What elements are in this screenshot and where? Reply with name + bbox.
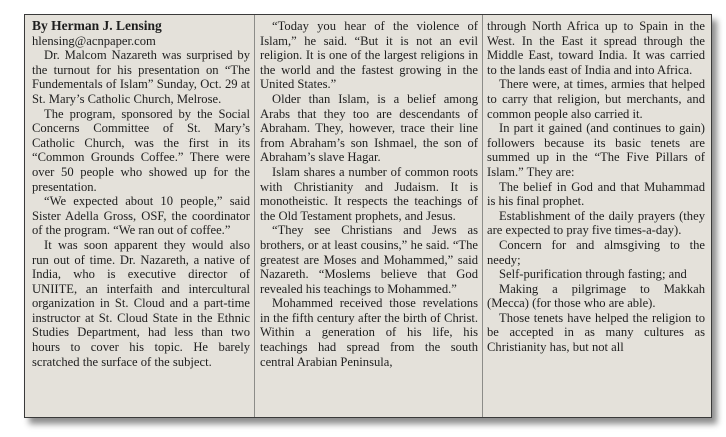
paragraph: The program, sponsored by the Social Concerns Committee of St. Mary’s Catholic Church, was the first in its “Common Grounds Coffee.” There were over 50 people who showed up for the presentation. (32, 106, 250, 194)
paragraph: Self-purification through fasting; and (499, 267, 687, 282)
paragraph: Mohammed received those revelations in the fifth century after the birth of Christ. Within a generation of his life, his teachings had spread from the south central Arabian Peninsula, (260, 296, 478, 369)
article-column-1 (32, 19, 250, 369)
paragraph: There were, at times, armies that helped to carry that religion, but merchants, and common people also carried it. (487, 77, 705, 121)
paragraph: “We expected about 10 people,” said Sister Adella Gross, OSF, the coordinator of the program. “We ran out of coffee.” (32, 194, 250, 238)
column-divider (254, 15, 255, 417)
paragraph: “They see Christians and Jews as brothers, or at least cousins,” he said. “The greatest are Moses and Mohammed,” said Nazareth. “Moslems believe that God revealed his teachings to Mohammed.” (260, 223, 478, 296)
paragraph: Islam shares a number of common roots with Christianity and Judaism. It is monotheistic. It respects the teachings of the Old Testament prophets, and Jesus. (260, 164, 478, 223)
paragraph: The belief in God and that Muhammad is his final prophet. (487, 179, 705, 209)
column-divider (482, 15, 483, 417)
article-column-2 (260, 19, 478, 369)
paragraph: Dr. Malcom Nazareth was surprised by the turnout for his presentation on “The Fundementals of Islam” Sunday, Oct. 29 at St. Mary’s Catholic Church, Melrose. (32, 48, 250, 106)
paragraph: It was soon apparent they would also run out of time. Dr. Nazareth, a native of India, who is executive director of UNIITE, an interfaith and intercultural organization in St. Cloud and a part-time instructor at St. Cloud State in the Ethnic Studies Department, had less than two hours to cover his topic. He barely scratched the surface of the subject. (32, 237, 250, 369)
author-email: hlensing@acnpaper.com (32, 33, 156, 48)
article-column-3 (487, 19, 705, 355)
paragraph: In part it gained (and continues to gain) followers because its basic tenets are summed up in the “The Five Pillars of Islam.” They are: (487, 121, 705, 179)
paragraph: “Today you hear of the violence of Islam,” he said. “But it is not an evil religion. It is one of the largest religions in the world and the fastest growing in the United States.” (260, 19, 478, 92)
paragraph: Concern for and almsgiving to the needy; (487, 237, 705, 267)
byline: By Herman J. Lensing (32, 18, 162, 33)
paragraph: Older than Islam, is a belief among Arabs that they too are descendants of Abraham. They, however, trace their line from Abraham’s son Ishmael, the son of Abraham’s slave Hagar. (260, 91, 478, 165)
paragraph-continued: through North Africa up to Spain in the West. In the East it spread through the Middle East, toward India. It was carried to the lands east of India and into Africa. (487, 19, 705, 77)
paragraph: Making a pilgrimage to Makkah (Mecca) (for those who are able). (487, 281, 705, 311)
paragraph: Those tenets have helped the religion to be accepted in as many cultures as Christianity has, but not all (487, 310, 705, 355)
newspaper-clipping (24, 14, 712, 418)
paragraph: Establishment of the daily prayers (they are expected to pray five times-a-day). (487, 208, 705, 238)
